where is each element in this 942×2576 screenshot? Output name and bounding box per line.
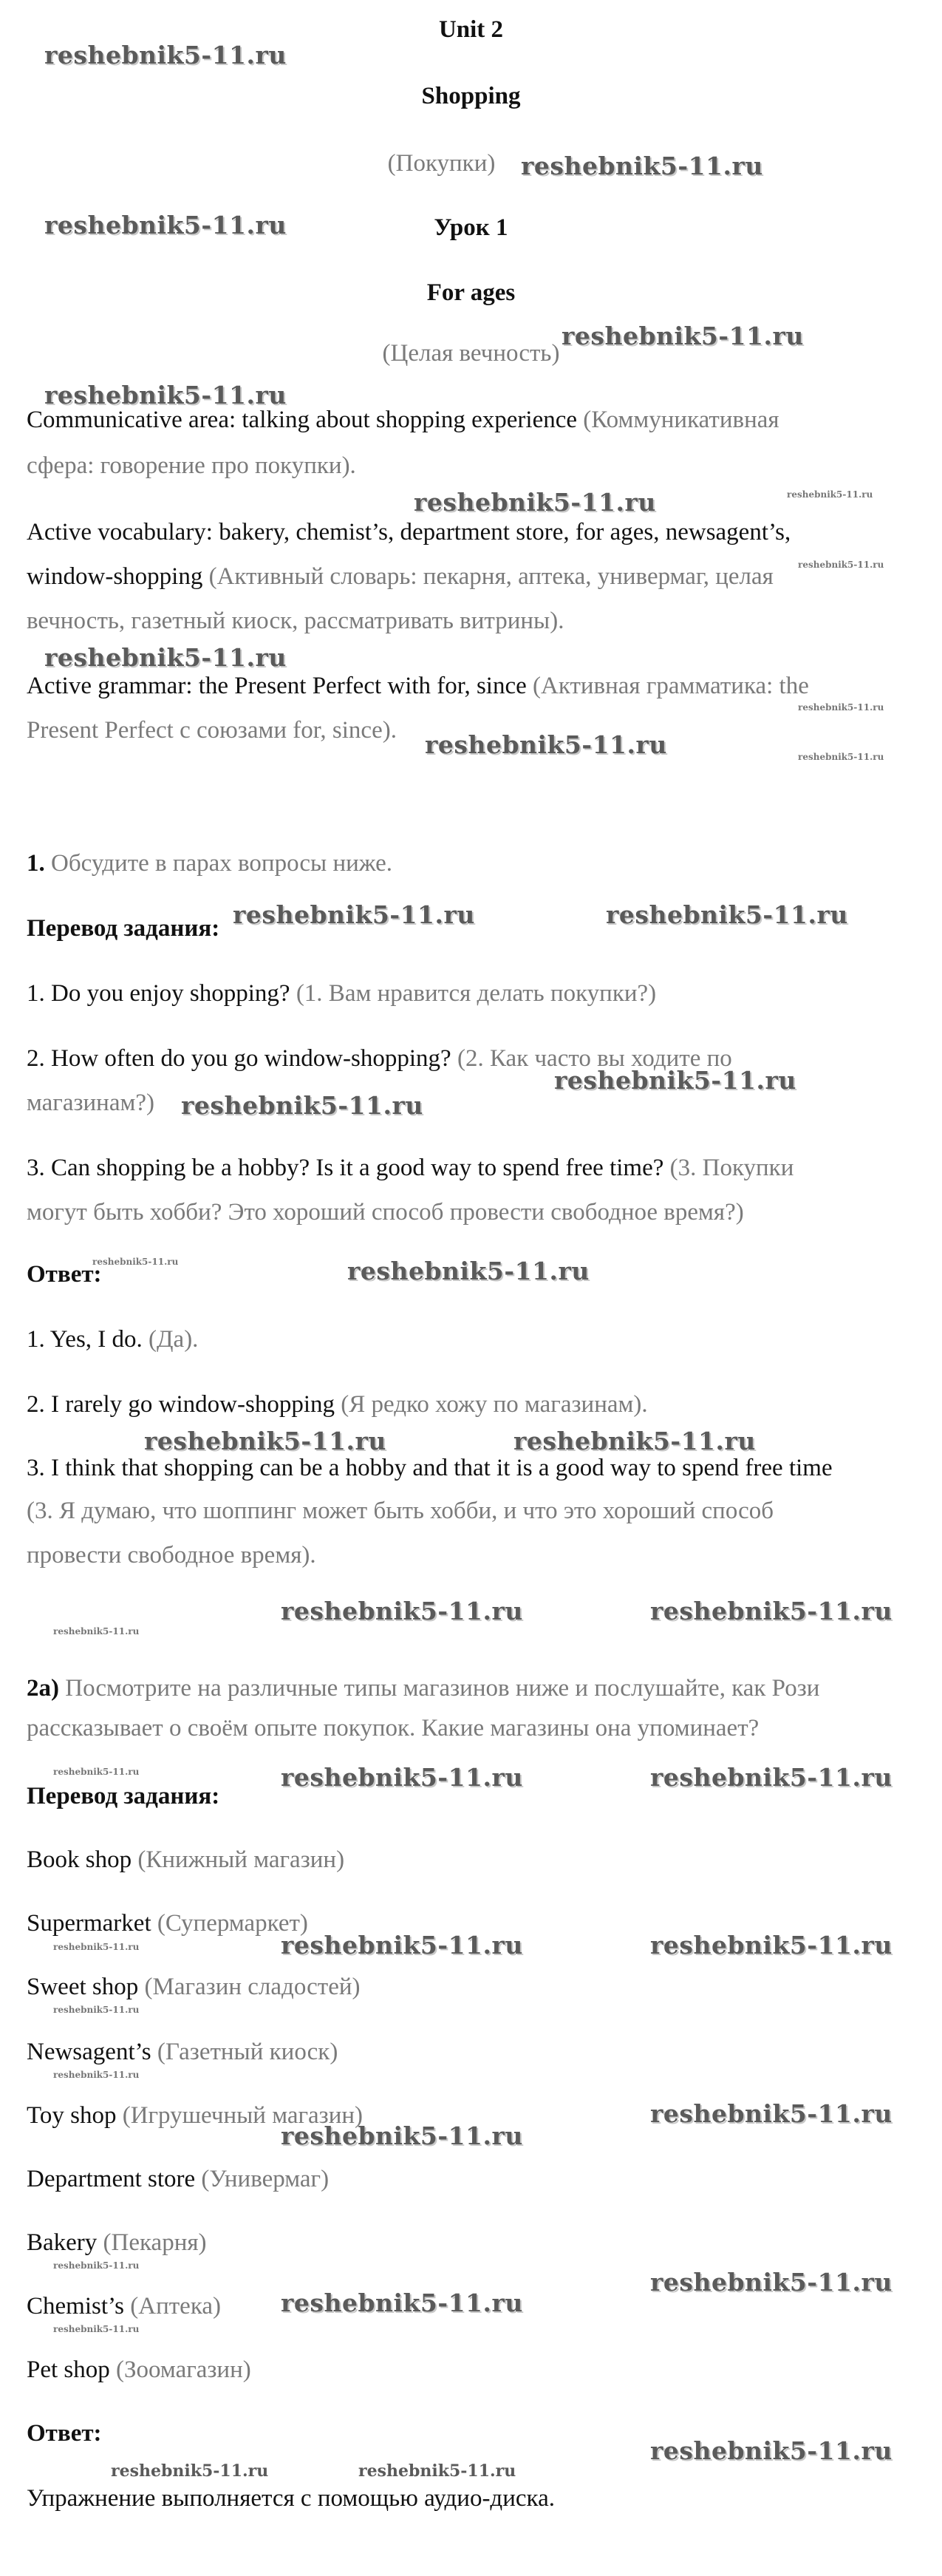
unit-translation: (Покупки): [387, 150, 496, 177]
communicative-area: Communicative area: talking about shopping experience (Коммуникативная: [27, 407, 779, 433]
task1-instruction: 1. Обсудите в парах вопросы ниже.: [27, 850, 393, 877]
communicative-area-cont: сфера: говорение про покупки).: [27, 452, 356, 479]
task2a-instruction: 2a) Посмотрите на различные типы магазинов ниже и послушайте, как Рози: [27, 1675, 820, 1702]
watermark: reshebnik5-11.ru: [798, 752, 884, 762]
task1-answer-3-translation-cont: провести свободное время).: [27, 1542, 316, 1569]
task1-question-2: 2. How often do you go window-shopping? (2. Как часто вы ходите по: [27, 1045, 732, 1072]
watermark: reshebnik5-11.ru: [650, 2436, 892, 2465]
watermark: reshebnik5-11.ru: [650, 1597, 892, 1625]
watermark: reshebnik5-11.ru: [144, 1427, 386, 1455]
watermark: reshebnik5-11.ru: [281, 2288, 523, 2317]
task1-translation-heading: Перевод задания:: [27, 915, 220, 942]
watermark: reshebnik5-11.ru: [233, 900, 475, 929]
watermark: reshebnik5-11.ru: [798, 702, 884, 713]
shop-item: Bakery (Пекарня): [27, 2229, 207, 2256]
watermark: reshebnik5-11.ru: [787, 489, 873, 500]
watermark: reshebnik5-11.ru: [650, 1763, 892, 1792]
lesson-number: Урок 1: [434, 214, 508, 241]
watermark: reshebnik5-11.ru: [798, 560, 884, 570]
active-grammar-cont: Present Perfect с союзами for, since).: [27, 717, 397, 744]
active-vocabulary-translation: вечность, газетный киоск, рассматривать витрины).: [27, 608, 564, 634]
watermark: reshebnik5-11.ru: [181, 1091, 423, 1120]
watermark: reshebnik5-11.ru: [53, 2260, 140, 2271]
task1-answer-3: 3. I think that shopping can be a hobby and that it is a good way to spend free time: [27, 1455, 833, 1481]
active-vocabulary: Active vocabulary: bakery, chemist’s, department store, for ages, newsagent’s,: [27, 519, 791, 546]
task2a-answer-heading: Ответ:: [27, 2420, 102, 2447]
task1-question-3: 3. Can shopping be a hobby? Is it a good way to spend free time? (3. Покупки: [27, 1155, 794, 1181]
shop-item: Toy shop (Игрушечный магазин): [27, 2102, 364, 2129]
task2a-answer-text: Упражнение выполняется с помощью аудио-диска.: [27, 2485, 555, 2512]
watermark: reshebnik5-11.ru: [425, 730, 667, 759]
watermark: reshebnik5-11.ru: [92, 1257, 179, 1267]
task1-question-1: 1. Do you enjoy shopping? (1. Вам нравится делать покупки?): [27, 980, 657, 1007]
shop-item: Newsagent’s (Газетный киоск): [27, 2039, 338, 2065]
watermark: reshebnik5-11.ru: [44, 643, 287, 672]
shop-item: Pet shop (Зоомагазин): [27, 2356, 251, 2383]
task1-question-3-cont: могут быть хобби? Это хороший способ провести свободное время?): [27, 1199, 744, 1226]
watermark: reshebnik5-11.ru: [53, 1626, 140, 1637]
watermark: reshebnik5-11.ru: [562, 322, 804, 350]
task2a-translation-heading: Перевод задания:: [27, 1783, 220, 1809]
shop-item: Department store (Универмаг): [27, 2166, 330, 2192]
task1-answer-1: 1. Yes, I do. (Да).: [27, 1326, 199, 1353]
watermark: reshebnik5-11.ru: [521, 152, 763, 180]
task1-answer-2: 2. I rarely go window-shopping (Я редко хожу по магазинам).: [27, 1391, 648, 1418]
watermark: reshebnik5-11.ru: [650, 1931, 892, 1960]
watermark: reshebnik5-11.ru: [111, 2461, 269, 2481]
task1-answer-heading: Ответ:: [27, 1261, 102, 1288]
unit-title: Shopping: [421, 83, 521, 109]
shop-item: Chemist’s (Аптека): [27, 2293, 221, 2320]
watermark: reshebnik5-11.ru: [513, 1427, 756, 1455]
unit-number: Unit 2: [438, 16, 504, 43]
watermark: reshebnik5-11.ru: [53, 2070, 140, 2080]
watermark: reshebnik5-11.ru: [44, 211, 287, 239]
watermark: reshebnik5-11.ru: [650, 2099, 892, 2128]
watermark: reshebnik5-11.ru: [281, 1931, 523, 1960]
watermark: reshebnik5-11.ru: [53, 1767, 140, 1777]
watermark: reshebnik5-11.ru: [53, 1942, 140, 1952]
lesson-title: For ages: [426, 279, 516, 306]
watermark: reshebnik5-11.ru: [554, 1066, 796, 1095]
watermark: reshebnik5-11.ru: [53, 2005, 140, 2015]
watermark: reshebnik5-11.ru: [44, 381, 287, 409]
watermark: reshebnik5-11.ru: [358, 2461, 516, 2481]
watermark: reshebnik5-11.ru: [281, 1597, 523, 1625]
task2a-instruction-cont: рассказывает о своём опыте покупок. Какие магазины она упоминает?: [27, 1715, 760, 1741]
watermark: reshebnik5-11.ru: [281, 1763, 523, 1792]
shop-item: Book shop (Книжный магазин): [27, 1846, 345, 1873]
watermark: reshebnik5-11.ru: [44, 41, 287, 69]
active-grammar: Active grammar: the Present Perfect with for, since (Активная грамматика: the: [27, 673, 809, 699]
watermark: reshebnik5-11.ru: [650, 2268, 892, 2297]
shop-item: Sweet shop (Магазин сладостей): [27, 1974, 361, 2000]
watermark: reshebnik5-11.ru: [53, 2324, 140, 2334]
lesson-translation: (Целая вечность): [382, 340, 560, 367]
watermark: reshebnik5-11.ru: [347, 1257, 590, 1285]
watermark: reshebnik5-11.ru: [414, 488, 656, 517]
watermark: reshebnik5-11.ru: [606, 900, 848, 929]
active-vocabulary-cont: window-shopping (Активный словарь: пекарня, аптека, универмаг, целая: [27, 563, 774, 590]
watermark: reshebnik5-11.ru: [281, 2121, 523, 2150]
task1-question-2-cont: магазинам?): [27, 1090, 155, 1116]
shop-item: Supermarket (Супермаркет): [27, 1910, 308, 1937]
task1-answer-3-translation: (3. Я думаю, что шоппинг может быть хобби, и что это хороший способ: [27, 1498, 774, 1524]
